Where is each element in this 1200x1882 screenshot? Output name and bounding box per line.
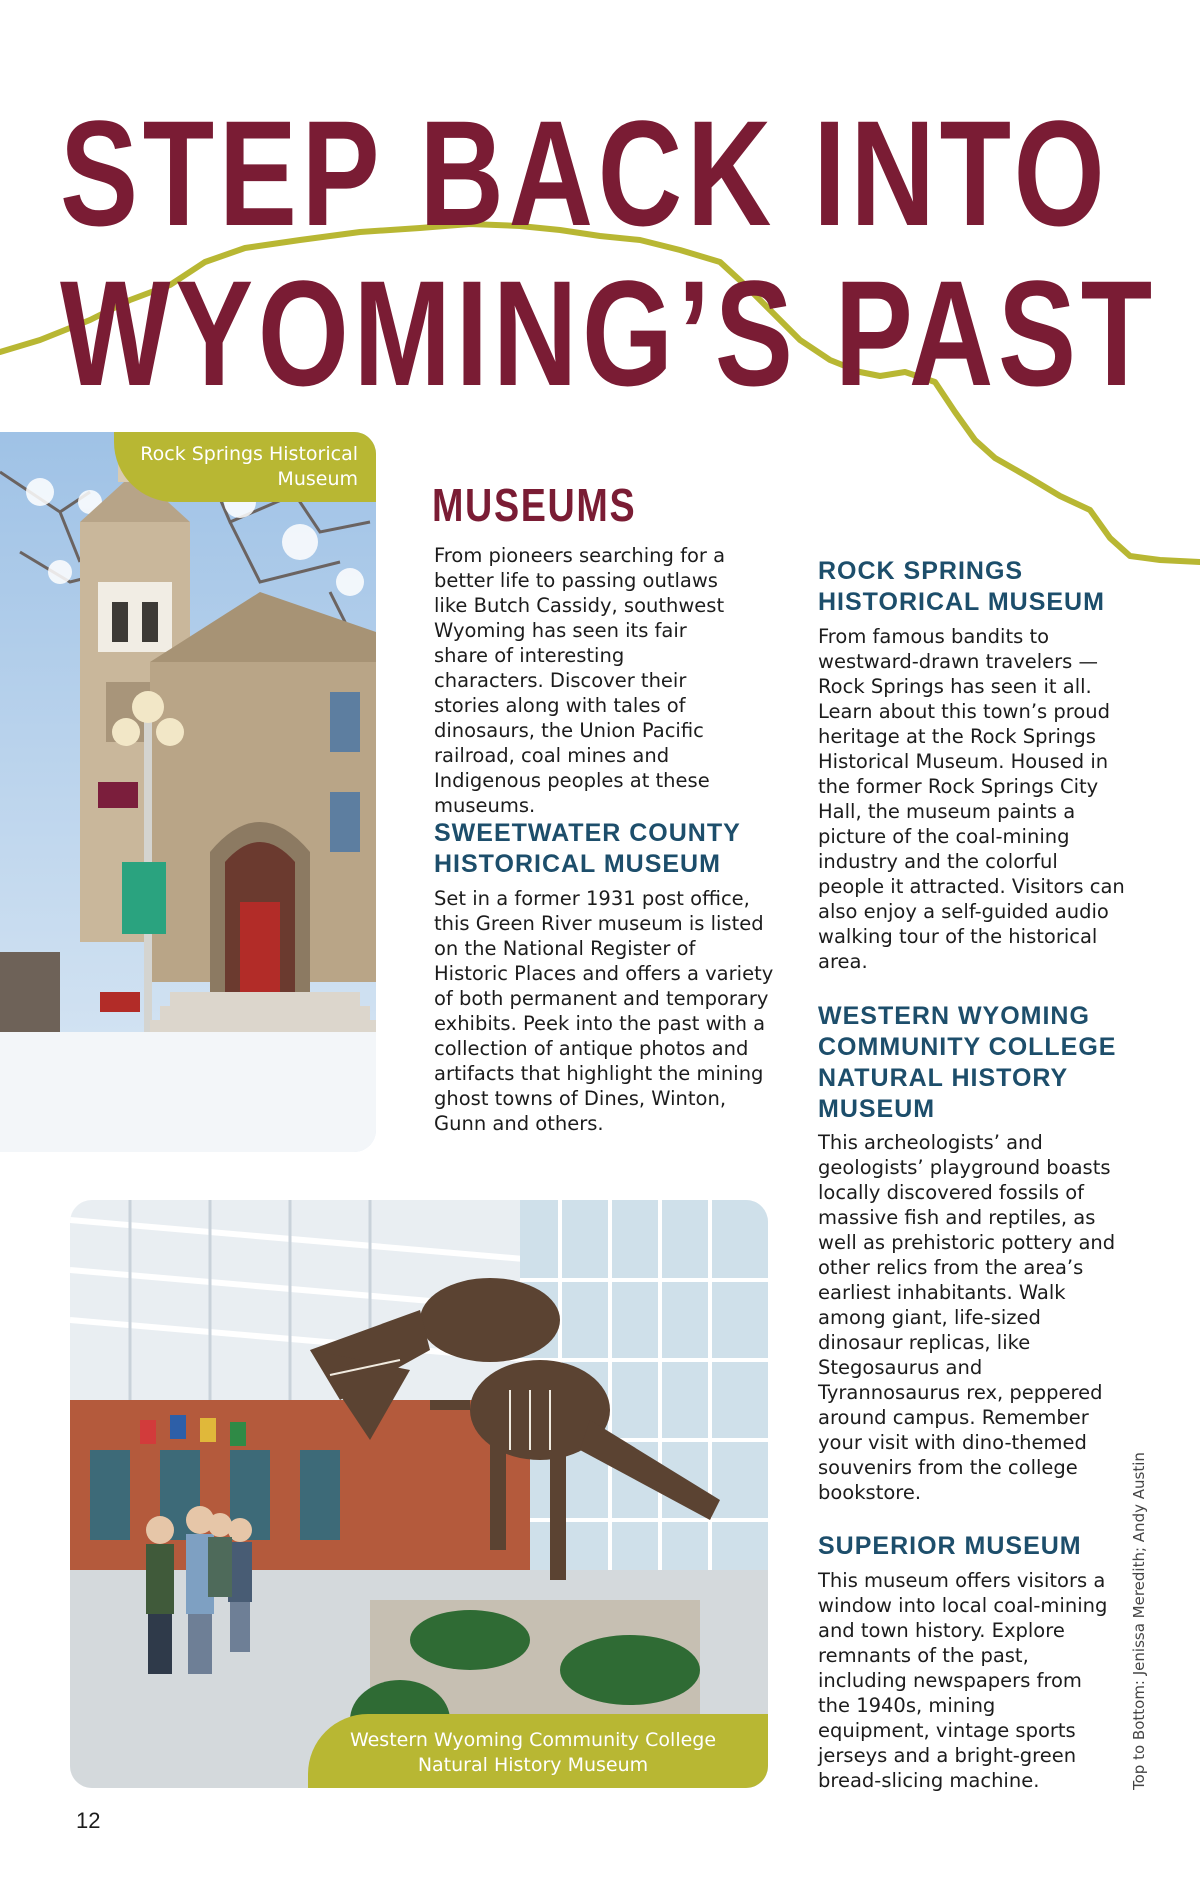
rock-springs-photo <box>0 432 376 1152</box>
photo-caption: Rock Springs Historical Museum <box>114 432 376 502</box>
page-title-line-1: STEP BACK INTO <box>60 89 1110 257</box>
museums-intro: From pioneers searching for a better life to passing outlaws like Butch Cassidy, southwest Wyoming has seen its fair share of interesting characters. Discover their stories along with tales of dinosaurs, the Union Pacific railroad, coal mines and Indigenous peoples at these museums. <box>434 544 726 817</box>
photo-credit: Top to Bottom: Jenissa Meredith; Andy Austin <box>1130 1452 1148 1790</box>
section-heading: SUPERIOR MUSEUM <box>818 1532 1082 1560</box>
museums-heading: MUSEUMS <box>432 479 637 531</box>
section-heading: ROCK SPRINGS HISTORICAL MUSEUM <box>818 557 1105 616</box>
photo-caption: Western Wyoming Community College Natural History Museum <box>308 1714 768 1788</box>
section-body: From famous bandits to westward-drawn travelers — Rock Springs has seen it all. Learn about this town’s proud heritage at the Rock Springs Historical Museum. Housed in the former Rock Springs City Hall, the museum paints a picture of the coal-mining industry and the colorful people it attracted. Visitors can also enjoy a self-guided audio walking tour of the historical area. <box>818 625 1125 973</box>
western-wyoming-photo <box>70 1200 768 1788</box>
section-body: Set in a former 1931 post office, this Green River museum is listed on the National Register of Historic Places and offers a variety of both permanent and temporary exhibits. Peek into the past with a collection of antique photos and artifacts that highlight the mining ghost towns of Dines, Winton, Gunn and others. <box>434 887 774 1135</box>
page-number: 12 <box>76 1808 101 1833</box>
page-title-line-2: WYOMING’S PAST <box>60 249 1157 417</box>
section-body: This archeologists’ and geologists’ playground boasts locally discovered fossils of massive fish and reptiles, as well as prehistoric pottery and other relics from the area’s earliest inhabitants. Walk among giant, life-sized dinosaur replicas, like Stegosaurus and Tyrannosaurus rex, peppered around campus. Remember your visit with dino-themed souvenirs from the college bookstore. <box>818 1131 1116 1504</box>
section-heading: WESTERN WYOMING COMMUNITY COLLEGE NATURAL HISTORY MUSEUM <box>818 1002 1117 1123</box>
section-heading: SWEETWATER COUNTY HISTORICAL MUSEUM <box>434 819 741 878</box>
section-body: This museum offers visitors a window into local coal-mining and town history. Explore remnants of the past, including newspapers from the 1940s, mining equipment, vintage sports jerseys and a bright-green bread-slicing machine. <box>818 1569 1108 1792</box>
